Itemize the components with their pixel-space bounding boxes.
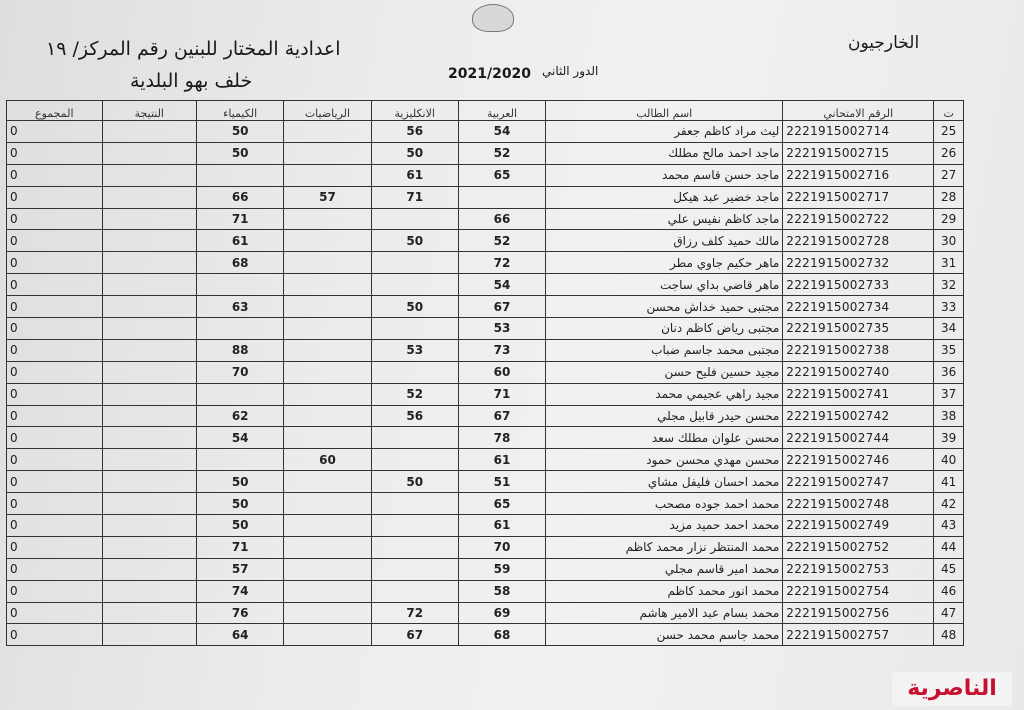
cell-seq: 32	[934, 274, 964, 296]
cell-exam-no: 2221915002717	[783, 186, 934, 208]
cell-math	[284, 624, 371, 646]
cell-english: 50	[371, 142, 458, 164]
table-row	[7, 121, 964, 143]
cell-arabic: 61	[458, 449, 545, 471]
cell-name: محمد انور محمد كاظم	[546, 580, 783, 602]
cell-math	[284, 471, 371, 493]
cell-arabic: 69	[458, 602, 545, 624]
table-row	[7, 580, 964, 602]
cell-arabic: 52	[458, 230, 545, 252]
cell-total: 0	[7, 558, 103, 580]
cell-result	[102, 515, 196, 537]
header-total: المجموع	[7, 101, 103, 121]
cell-arabic: 67	[458, 296, 545, 318]
cell-total: 0	[7, 164, 103, 186]
cell-arabic: 58	[458, 580, 545, 602]
table-row	[7, 493, 964, 515]
cell-english: 56	[371, 405, 458, 427]
cell-english	[371, 252, 458, 274]
cell-arabic: 53	[458, 318, 545, 340]
cell-arabic: 66	[458, 208, 545, 230]
cell-name: محمد احمد جوده مصحب	[546, 493, 783, 515]
cell-total: 0	[7, 383, 103, 405]
cell-result	[102, 186, 196, 208]
table-row	[7, 515, 964, 537]
cell-total: 0	[7, 252, 103, 274]
cell-seq: 34	[934, 318, 964, 340]
cell-arabic: 54	[458, 274, 545, 296]
cell-chemistry: 62	[197, 405, 284, 427]
cell-result	[102, 142, 196, 164]
table-row	[7, 164, 964, 186]
cell-math	[284, 558, 371, 580]
cell-exam-no: 2221915002738	[783, 339, 934, 361]
cell-total: 0	[7, 296, 103, 318]
cell-chemistry: 68	[197, 252, 284, 274]
cell-name: ماهر قاضي بداي ساجت	[546, 274, 783, 296]
cell-result	[102, 405, 196, 427]
cell-chemistry: 61	[197, 230, 284, 252]
cell-total: 0	[7, 339, 103, 361]
cell-total: 0	[7, 427, 103, 449]
cell-chemistry: 76	[197, 602, 284, 624]
cell-arabic: 71	[458, 383, 545, 405]
cell-english: 50	[371, 471, 458, 493]
cell-exam-no: 2221915002728	[783, 230, 934, 252]
cell-name: ماجد احمد مالح مطلك	[546, 142, 783, 164]
cell-english: 50	[371, 230, 458, 252]
cell-exam-no: 2221915002744	[783, 427, 934, 449]
table-row	[7, 471, 964, 493]
cell-arabic: 60	[458, 361, 545, 383]
cell-name: ماجد خضير عبد هيكل	[546, 186, 783, 208]
cell-chemistry: 50	[197, 515, 284, 537]
cell-math	[284, 142, 371, 164]
cell-chemistry	[197, 274, 284, 296]
cell-seq: 41	[934, 471, 964, 493]
category-label: الخارجيون	[848, 33, 920, 53]
cell-exam-no: 2221915002756	[783, 602, 934, 624]
school-title: اعدادية المختار للبنين رقم المركز/ ١٩	[46, 38, 341, 60]
cell-result	[102, 558, 196, 580]
cell-result	[102, 602, 196, 624]
cell-seq: 38	[934, 405, 964, 427]
cell-seq: 27	[934, 164, 964, 186]
cell-english	[371, 361, 458, 383]
table-row	[7, 602, 964, 624]
cell-result	[102, 383, 196, 405]
cell-exam-no: 2221915002715	[783, 142, 934, 164]
cell-result	[102, 361, 196, 383]
cell-exam-no: 2221915002733	[783, 274, 934, 296]
cell-english: 71	[371, 186, 458, 208]
cell-total: 0	[7, 493, 103, 515]
cell-seq: 46	[934, 580, 964, 602]
table-row	[7, 208, 964, 230]
cell-math	[284, 230, 371, 252]
emblem-icon	[472, 4, 514, 32]
cell-english	[371, 427, 458, 449]
cell-chemistry: 71	[197, 208, 284, 230]
cell-name: محسن علوان مطلك سعد	[546, 427, 783, 449]
header-exam-no: الرقم الامتحاني	[783, 101, 934, 121]
cell-math	[284, 493, 371, 515]
table-row	[7, 383, 964, 405]
table-row	[7, 186, 964, 208]
cell-seq: 25	[934, 121, 964, 143]
cell-english	[371, 536, 458, 558]
cell-total: 0	[7, 142, 103, 164]
table-row	[7, 427, 964, 449]
cell-arabic: 73	[458, 339, 545, 361]
cell-chemistry: 57	[197, 558, 284, 580]
cell-chemistry	[197, 449, 284, 471]
cell-exam-no: 2221915002716	[783, 164, 934, 186]
cell-math	[284, 208, 371, 230]
cell-math: 57	[284, 186, 371, 208]
cell-exam-no: 2221915002752	[783, 536, 934, 558]
cell-math: 60	[284, 449, 371, 471]
cell-math	[284, 339, 371, 361]
cell-exam-no: 2221915002741	[783, 383, 934, 405]
cell-seq: 35	[934, 339, 964, 361]
cell-seq: 42	[934, 493, 964, 515]
cell-exam-no: 2221915002748	[783, 493, 934, 515]
cell-name: محمد المنتظر نزار محمد كاظم	[546, 536, 783, 558]
cell-seq: 37	[934, 383, 964, 405]
cell-name: ماجد حسن قاسم محمد	[546, 164, 783, 186]
cell-english	[371, 208, 458, 230]
cell-total: 0	[7, 186, 103, 208]
cell-arabic: 65	[458, 164, 545, 186]
cell-total: 0	[7, 121, 103, 143]
academic-year: 2021/2020	[448, 66, 532, 82]
cell-name: مجتبى رياض كاظم دنان	[546, 318, 783, 340]
cell-math	[284, 383, 371, 405]
table-row	[7, 318, 964, 340]
cell-seq: 36	[934, 361, 964, 383]
cell-name: مجتبى حميد خداش محسن	[546, 296, 783, 318]
cell-english: 72	[371, 602, 458, 624]
table-row	[7, 339, 964, 361]
cell-exam-no: 2221915002754	[783, 580, 934, 602]
cell-result	[102, 208, 196, 230]
table-row	[7, 230, 964, 252]
cell-result	[102, 164, 196, 186]
school-address: خلف بهو البلدية	[130, 70, 253, 92]
cell-math	[284, 602, 371, 624]
cell-chemistry	[197, 383, 284, 405]
cell-result	[102, 471, 196, 493]
cell-result	[102, 449, 196, 471]
table-header-row	[7, 101, 964, 121]
table-row	[7, 274, 964, 296]
cell-exam-no: 2221915002742	[783, 405, 934, 427]
cell-total: 0	[7, 602, 103, 624]
cell-english: 67	[371, 624, 458, 646]
cell-chemistry: 50	[197, 471, 284, 493]
cell-result	[102, 230, 196, 252]
cell-english	[371, 558, 458, 580]
cell-exam-no: 2221915002753	[783, 558, 934, 580]
cell-english	[371, 493, 458, 515]
table-row	[7, 142, 964, 164]
cell-english: 52	[371, 383, 458, 405]
cell-chemistry: 50	[197, 142, 284, 164]
cell-total: 0	[7, 471, 103, 493]
cell-seq: 33	[934, 296, 964, 318]
cell-result	[102, 252, 196, 274]
header-chemistry: الكيمياء	[197, 101, 284, 121]
cell-chemistry: 50	[197, 493, 284, 515]
cell-result	[102, 296, 196, 318]
table-row	[7, 449, 964, 471]
table-row	[7, 405, 964, 427]
cell-english	[371, 318, 458, 340]
cell-result	[102, 427, 196, 449]
table-body	[7, 121, 964, 646]
watermark-logo: الناصرية	[892, 672, 1012, 706]
cell-math	[284, 536, 371, 558]
cell-name: محمد احسان فليفل مشاي	[546, 471, 783, 493]
cell-chemistry: 64	[197, 624, 284, 646]
cell-math	[284, 515, 371, 537]
cell-arabic: 59	[458, 558, 545, 580]
table-row	[7, 536, 964, 558]
cell-english	[371, 580, 458, 602]
cell-name: مجتبى محمد جاسم ضباب	[546, 339, 783, 361]
cell-chemistry: 50	[197, 121, 284, 143]
cell-exam-no: 2221915002735	[783, 318, 934, 340]
cell-exam-no: 2221915002722	[783, 208, 934, 230]
cell-chemistry: 66	[197, 186, 284, 208]
cell-math	[284, 164, 371, 186]
cell-math	[284, 252, 371, 274]
cell-chemistry: 63	[197, 296, 284, 318]
cell-chemistry: 74	[197, 580, 284, 602]
cell-total: 0	[7, 274, 103, 296]
cell-arabic: 54	[458, 121, 545, 143]
table-row	[7, 361, 964, 383]
cell-math	[284, 427, 371, 449]
cell-result	[102, 274, 196, 296]
cell-result	[102, 624, 196, 646]
cell-math	[284, 405, 371, 427]
header-result: النتيجة	[102, 101, 196, 121]
cell-english: 61	[371, 164, 458, 186]
cell-math	[284, 361, 371, 383]
cell-arabic: 61	[458, 515, 545, 537]
table-row	[7, 252, 964, 274]
header-arabic: العربية	[458, 101, 545, 121]
cell-total: 0	[7, 208, 103, 230]
cell-math	[284, 121, 371, 143]
cell-arabic: 52	[458, 142, 545, 164]
cell-result	[102, 580, 196, 602]
cell-seq: 29	[934, 208, 964, 230]
cell-math	[284, 318, 371, 340]
cell-english: 56	[371, 121, 458, 143]
cell-seq: 31	[934, 252, 964, 274]
cell-seq: 40	[934, 449, 964, 471]
cell-chemistry: 54	[197, 427, 284, 449]
cell-total: 0	[7, 230, 103, 252]
cell-exam-no: 2221915002732	[783, 252, 934, 274]
cell-exam-no: 2221915002740	[783, 361, 934, 383]
cell-arabic: 51	[458, 471, 545, 493]
cell-seq: 26	[934, 142, 964, 164]
cell-arabic: 72	[458, 252, 545, 274]
header-english: الانكليزية	[371, 101, 458, 121]
cell-english	[371, 274, 458, 296]
cell-exam-no: 2221915002746	[783, 449, 934, 471]
cell-total: 0	[7, 405, 103, 427]
cell-total: 0	[7, 536, 103, 558]
cell-result	[102, 121, 196, 143]
cell-name: ليث مراد كاظم جعفر	[546, 121, 783, 143]
cell-result	[102, 318, 196, 340]
cell-english: 50	[371, 296, 458, 318]
cell-seq: 43	[934, 515, 964, 537]
cell-chemistry: 88	[197, 339, 284, 361]
cell-name: مجيد حسين فليح حسن	[546, 361, 783, 383]
cell-chemistry: 71	[197, 536, 284, 558]
cell-total: 0	[7, 624, 103, 646]
cell-name: محسن مهدي محسن حمود	[546, 449, 783, 471]
cell-english	[371, 449, 458, 471]
cell-name: محمد جاسم محمد حسن	[546, 624, 783, 646]
table-row	[7, 558, 964, 580]
cell-total: 0	[7, 580, 103, 602]
cell-math	[284, 580, 371, 602]
cell-name: محمد احمد حميد مزيد	[546, 515, 783, 537]
cell-arabic: 67	[458, 405, 545, 427]
header-seq: ت	[934, 101, 964, 121]
cell-arabic: 78	[458, 427, 545, 449]
cell-math	[284, 274, 371, 296]
cell-seq: 39	[934, 427, 964, 449]
cell-total: 0	[7, 361, 103, 383]
cell-exam-no: 2221915002734	[783, 296, 934, 318]
cell-arabic: 70	[458, 536, 545, 558]
cell-english: 53	[371, 339, 458, 361]
header-math: الرياضيات	[284, 101, 371, 121]
cell-exam-no: 2221915002747	[783, 471, 934, 493]
cell-math	[284, 296, 371, 318]
cell-result	[102, 493, 196, 515]
cell-seq: 30	[934, 230, 964, 252]
cell-exam-no: 2221915002714	[783, 121, 934, 143]
cell-seq: 47	[934, 602, 964, 624]
cell-total: 0	[7, 449, 103, 471]
cell-total: 0	[7, 515, 103, 537]
cell-name: مالك حميد كلف رزاق	[546, 230, 783, 252]
header-name: اسم الطالب	[546, 101, 783, 121]
cell-result	[102, 339, 196, 361]
exam-round: الدور الثاني	[542, 64, 599, 78]
cell-chemistry: 70	[197, 361, 284, 383]
cell-total: 0	[7, 318, 103, 340]
cell-name: مجيد راهي عجيمي محمد	[546, 383, 783, 405]
cell-name: ماجد كاظم نفيس علي	[546, 208, 783, 230]
results-table	[6, 100, 964, 646]
cell-seq: 48	[934, 624, 964, 646]
cell-arabic: 68	[458, 624, 545, 646]
cell-result	[102, 536, 196, 558]
cell-arabic: 65	[458, 493, 545, 515]
cell-seq: 28	[934, 186, 964, 208]
table-row	[7, 624, 964, 646]
cell-chemistry	[197, 164, 284, 186]
cell-arabic	[458, 186, 545, 208]
cell-name: محسن حيدر قابيل مجلي	[546, 405, 783, 427]
cell-seq: 45	[934, 558, 964, 580]
cell-name: محمد امير قاسم مجلي	[546, 558, 783, 580]
cell-name: محمد بسام عبد الامير هاشم	[546, 602, 783, 624]
cell-english	[371, 515, 458, 537]
cell-seq: 44	[934, 536, 964, 558]
cell-name: ماهر حكيم جاوي مطر	[546, 252, 783, 274]
cell-chemistry	[197, 318, 284, 340]
cell-exam-no: 2221915002757	[783, 624, 934, 646]
table-row	[7, 296, 964, 318]
cell-exam-no: 2221915002749	[783, 515, 934, 537]
